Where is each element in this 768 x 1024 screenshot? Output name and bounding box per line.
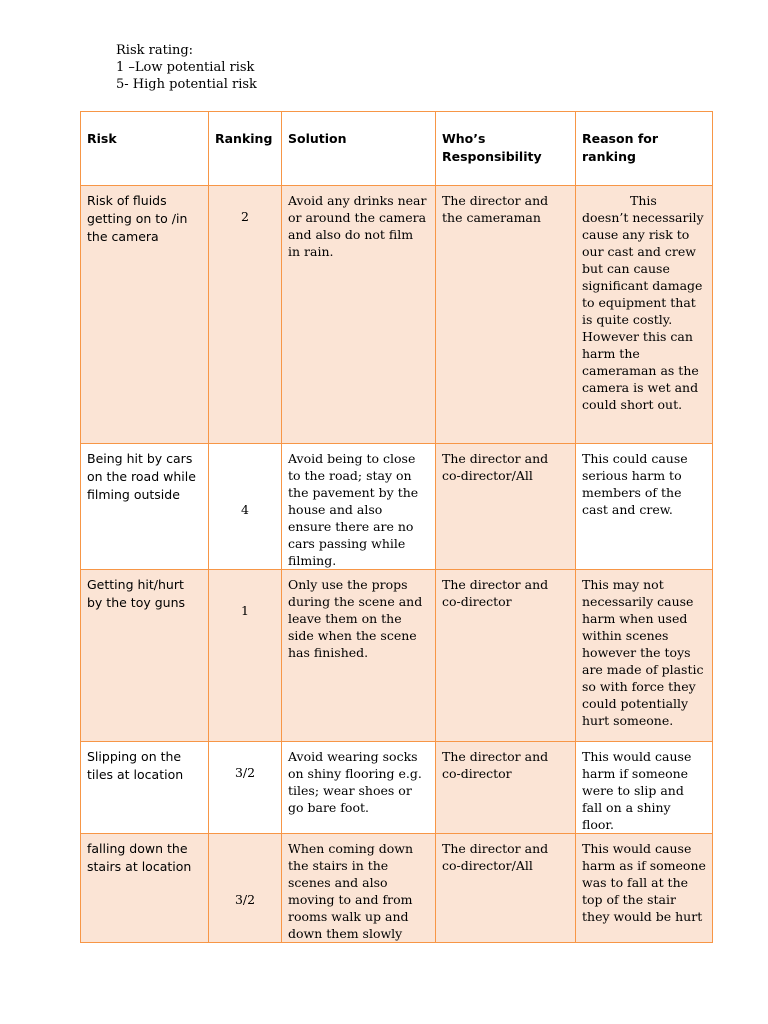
responsibility-cell: The director and co-director	[436, 742, 576, 834]
ranking-cell: 1	[209, 570, 282, 742]
legend-low-risk: 1 –Low potential risk	[116, 60, 255, 75]
risk-cell: Being hit by cars on the road while filming outside	[81, 444, 209, 570]
solution-cell: Only use the props during the scene and leave them on the side when the scene has finished.	[282, 570, 436, 742]
solution-cell: When coming down the stairs in the scenes and also moving to and from rooms walk up and down them slowly	[282, 834, 436, 943]
risk-assessment-table	[80, 111, 713, 943]
ranking-cell: 3/2	[209, 834, 282, 943]
reason-cell: This may not necessarily cause harm when used within scenes however the toys are made of plastic so with force they could potentially hurt someone.	[576, 570, 713, 742]
header-ranking: Ranking	[209, 112, 282, 186]
table-row	[81, 834, 713, 943]
reason-cell: This would cause harm as if someone was to fall at the top of the stair they would be hurt	[576, 834, 713, 943]
solution-cell: Avoid any drinks near or around the camera and also do not film in rain.	[282, 186, 436, 444]
risk-cell: falling down the stairs at location	[81, 834, 209, 943]
header-risk: Risk	[81, 112, 209, 186]
responsibility-cell: The director and co-director/All	[436, 834, 576, 943]
responsibility-cell: The director and the cameraman	[436, 186, 576, 444]
responsibility-cell: The director and co-director	[436, 570, 576, 742]
solution-cell: Avoid being to close to the road; stay on the pavement by the house and also ensure there are no cars passing while filming.	[282, 444, 436, 570]
legend-high-risk: 5- High potential risk	[116, 77, 257, 92]
responsibility-cell: The director and co-director/All	[436, 444, 576, 570]
ranking-cell: 4	[209, 444, 282, 570]
legend-title: Risk rating:	[116, 43, 194, 58]
table-row	[81, 570, 713, 742]
ranking-cell: 3/2	[209, 742, 282, 834]
table-header-row	[81, 112, 713, 186]
reason-cell: This doesn’t necessarily cause any risk to our cast and crew but can cause significant damage to equipment that is quite costly. However this can harm the cameraman as the camera is wet and could short out.	[576, 186, 713, 444]
risk-cell: Risk of fluids getting on to /in the camera	[81, 186, 209, 444]
header-solution: Solution	[282, 112, 436, 186]
risk-cell: Getting hit/hurt by the toy guns	[81, 570, 209, 742]
table-row	[81, 742, 713, 834]
table-row	[81, 444, 713, 570]
ranking-cell: 2	[209, 186, 282, 444]
table-row	[81, 186, 713, 444]
solution-cell: Avoid wearing socks on shiny flooring e.g. tiles; wear shoes or go bare foot.	[282, 742, 436, 834]
reason-cell: This would cause harm if someone were to slip and fall on a shiny floor.	[576, 742, 713, 834]
risk-cell: Slipping on the tiles at location	[81, 742, 209, 834]
reason-cell: This could cause serious harm to members of the cast and crew.	[576, 444, 713, 570]
risk-rating-legend	[116, 42, 257, 93]
header-reason: Reason for ranking	[576, 112, 713, 186]
header-responsibility: Who’s Responsibility	[436, 112, 576, 186]
